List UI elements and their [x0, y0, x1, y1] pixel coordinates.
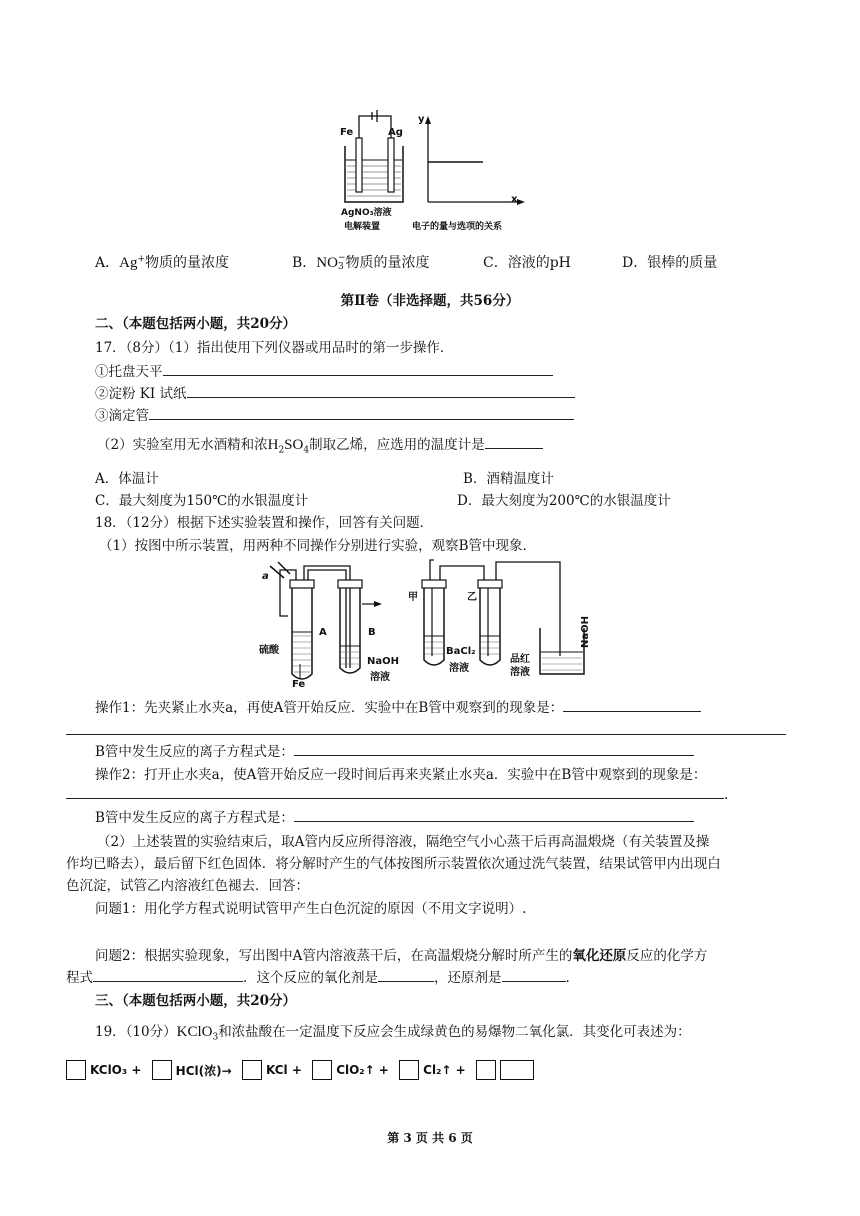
graph-caption: 电子的量与选项的关系 [412, 222, 503, 232]
q16-option-d: D．银棒的质量 [622, 255, 718, 271]
q18-op1: 操作1：先夹紧止水夹a，再使A管开始反应．实验中在B管中观察到的现象是： [95, 696, 701, 716]
section3-title: 三、（本题包括两小题，共20分） [95, 993, 297, 1009]
fe-electrode-label: Fe [340, 127, 354, 138]
q19-equation: KClO₃ + HCl(浓)→ KCl + ClO₂↑ + Cl₂↑ + [66, 1060, 538, 1080]
product-box[interactable] [500, 1060, 534, 1080]
answer-blank[interactable] [163, 361, 553, 376]
answer-blank[interactable] [294, 807, 694, 822]
section2-title: 二、（本题包括两小题，共20分） [95, 316, 297, 332]
q18-part2-line2: 作均已略去），最后留下红色固体．将分解时产生的气体按图所示装置依次通过洗气装置，结果试管甲内出现白 [66, 856, 721, 872]
naoh-solution-label: 溶液 [370, 672, 390, 683]
q17-item-1: ①托盘天平 [95, 360, 553, 380]
device-caption: 电解装置 [344, 222, 381, 232]
answer-blank[interactable] [502, 967, 566, 982]
q16-option-c: C．溶液的pH [483, 255, 571, 271]
q18-ion-eq-1: B管中发生反应的离子方程式是： [95, 740, 694, 760]
q18-op2: 操作2：打开止水夹a，使A管开始反应一段时间后再来夹紧止水夹a．实验中在B管中观察到的现象是： [95, 767, 707, 783]
naoh-label: NaOH [367, 656, 399, 667]
q17-option-b: B．酒精温度计 [463, 471, 554, 487]
q17-item-2: ②淀粉 KI 试纸 [95, 382, 575, 402]
coefficient-box[interactable] [66, 1060, 86, 1080]
q18-sub1: （1）按图中所示装置，用两种不同操作分别进行实验，观察B管中现象． [99, 538, 537, 554]
q18-problem1: 问题1：用化学方程式说明试管甲产生白色沉淀的原因（不用文字说明）. [95, 901, 527, 917]
q18-problem2: 问题2：根据实验现象，写出图中A管内溶液蒸干后，在高温煅烧分解时所产生的氧化还原反应的化学方 [95, 948, 708, 964]
answer-blank[interactable] [485, 434, 543, 449]
q18-stem: 18．（12分）根据下述实验装置和操作，回答有关问题． [95, 515, 434, 531]
bacl2-solution-label: 溶液 [449, 663, 469, 674]
answer-blank[interactable] [294, 741, 694, 756]
clamp-a-label: a [262, 571, 269, 582]
y-axis-label: y [418, 114, 425, 125]
q17-option-d: D．最大刻度为200℃的水银温度计 [457, 493, 671, 509]
q16-option-a: A．Ag+物质的量浓度 [95, 254, 230, 271]
tube-yi-label: 乙 [467, 592, 477, 603]
bacl2-label: BaCl₂ [446, 646, 476, 657]
pinhong-label: 品红 [510, 654, 530, 665]
q17-item-3: ③滴定管 [95, 404, 574, 424]
answer-blank[interactable] [93, 967, 243, 982]
q19-stem: 19．（10分）KClO$_3$和浓盐酸在一定温度下反应会生成绿黄色的易爆物二氧化氯．其变化可表述为： [95, 1024, 691, 1043]
q18-ion-eq-2: B管中发生反应的离子方程式是： [95, 806, 694, 826]
coefficient-box[interactable] [312, 1060, 332, 1080]
ag-electrode-label: Ag [388, 127, 403, 138]
page-footer: 第 3 页 共 6 页 [387, 1131, 473, 1145]
tube-jia-label: 甲 [408, 592, 418, 603]
answer-blank[interactable] [66, 720, 786, 735]
answer-blank[interactable] [378, 967, 434, 982]
q18-op2-answer: . [66, 784, 728, 803]
answer-blank[interactable] [187, 383, 575, 398]
part2-title: 第Ⅱ卷（非选择题，共56分） [340, 293, 520, 309]
q17-stem: 17．（8分）（1）指出使用下列仪器或用品时的第一步操作． [95, 340, 454, 356]
coefficient-box[interactable] [476, 1060, 496, 1080]
x-axis-label: x [511, 194, 518, 205]
sulfuric-acid-label: 硫酸 [259, 645, 279, 656]
q17-option-a: A．体温计 [95, 471, 159, 487]
tube-a-label: A [319, 627, 327, 638]
q16-option-b: B．NO − 3 物质的量浓度 [292, 253, 430, 272]
coefficient-box[interactable] [152, 1060, 172, 1080]
q18-part2-line3: 色沉淀，试管乙内溶液红色褪去．回答： [66, 878, 309, 894]
answer-blank[interactable] [149, 405, 574, 420]
coefficient-box[interactable] [399, 1060, 419, 1080]
answer-blank[interactable] [66, 784, 724, 799]
tube-b-label: B [368, 627, 376, 638]
beaker-naoh-label: NaOH [580, 616, 591, 648]
answer-blank[interactable] [563, 697, 701, 712]
q17-option-c: C．最大刻度为150℃的水银温度计 [95, 493, 309, 509]
coefficient-box[interactable] [242, 1060, 262, 1080]
solution-caption: AgNO₃溶液 [341, 208, 392, 218]
q18-problem2-line2: 程式 ．这个反应的氧化剂是 ，还原剂是 . [66, 966, 570, 986]
q17-part2: （2）实验室用无水酒精和浓$H_2SO_4$制取乙烯，应选用的温度计是 [97, 433, 543, 456]
q18-part2-line1: （2）上述装置的实验结束后，取A管内反应所得溶液，隔绝空气小心蒸干后再高温煅烧（有关装置及操 [97, 834, 710, 850]
apparatus-diagram [250, 556, 610, 686]
pinhong-solution-label: 溶液 [510, 667, 530, 678]
iron-label: Fe [292, 679, 306, 690]
